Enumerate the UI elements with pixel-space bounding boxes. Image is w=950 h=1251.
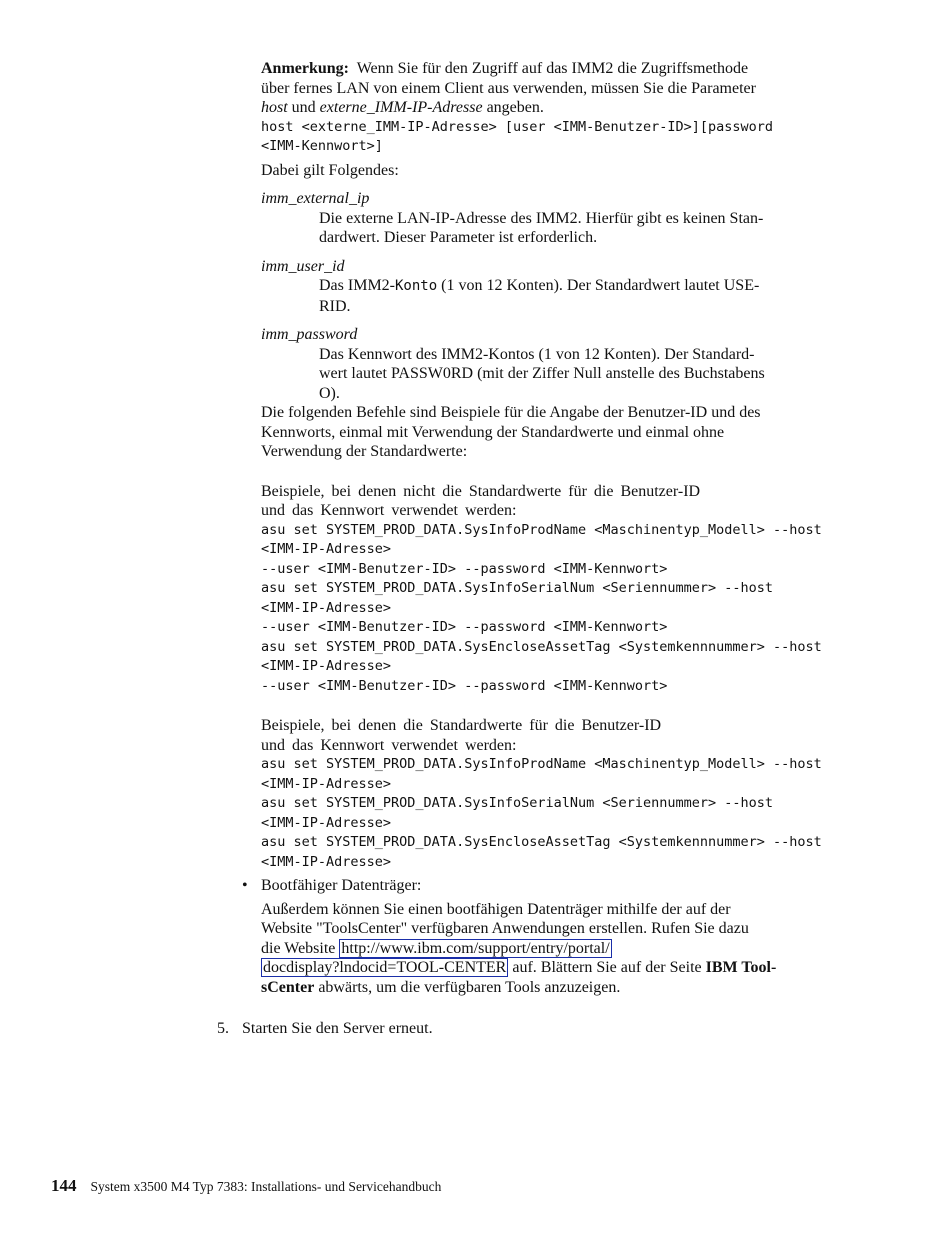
desc-imm-password-2: wert lautet PASSW0RD (mit der Ziffer Null anstelle des Buchstabens: [319, 365, 765, 382]
code-line: asu set SYSTEM_PROD_DATA.SysEncloseAssetTag <Systemkennnummer> --host: [261, 834, 822, 850]
note-text-1: Wenn Sie für den Zugriff auf das IMM2 die Zugriffsmethode: [356, 60, 749, 77]
desc-imm-external-ip-2: dardwert. Dieser Parameter ist erforderlich.: [319, 229, 598, 246]
note-label: Anmerkung:: [261, 60, 350, 77]
intro-line-2: Kennworts, einmal mit Verwendung der Standardwerte und einmal ohne: [261, 423, 725, 441]
code-line: asu set SYSTEM_PROD_DATA.SysInfoProdName <Maschinentyp_Modell> --host: [261, 756, 822, 772]
param-external: externe_IMM-IP-Adresse: [319, 99, 483, 116]
bootable-media-item: [242, 876, 841, 896]
note-line-2: über fernes LAN von einem Client aus verwenden, müssen Sie die Parameter: [261, 79, 756, 97]
code-line: asu set SYSTEM_PROD_DATA.SysInfoProdName <Maschinentyp_Modell> --host: [261, 521, 822, 538]
bootable-line-3: [261, 939, 841, 959]
bootable-line-4-mid: auf. Blättern Sie auf der Seite: [508, 959, 706, 976]
bootable-line-5-end: abwärts, um die verfügbaren Tools anzuzeigen.: [314, 978, 621, 996]
bootable-line-2: Website "ToolsCenter" verfügbaren Anwendungen erstellen. Rufen Sie dazu: [261, 920, 749, 937]
note-angeben: angeben.: [486, 99, 544, 116]
bootable-title: Bootfähiger Datenträger:: [261, 877, 422, 894]
host-command-2: <IMM-Kennwort>]: [261, 138, 383, 154]
examples-with-heading-1: Beispiele, bei denen die Standardwerte für die Benutzer-ID: [261, 717, 662, 734]
code-line: asu set SYSTEM_PROD_DATA.SysInfoSerialNum <Seriennummer> --host: [261, 580, 774, 596]
examples-without-heading-2: und das Kennwort verwendet werden:: [261, 502, 517, 519]
intro-line-3: Verwendung der Standardwerte:: [261, 443, 468, 460]
code-line: <IMM-IP-Adresse>: [261, 853, 392, 870]
examples-with-heading-2: und das Kennwort verwendet werden:: [261, 736, 517, 754]
step-5: [217, 1019, 433, 1039]
desc-imm-user-id-2: RID.: [319, 297, 351, 315]
desc-user-a: Das IMM2-: [319, 277, 395, 294]
dabei-text: Dabei gilt Folgendes:: [261, 161, 399, 179]
code-line: --user <IMM-Benutzer-ID> --password <IMM-Kennwort>: [261, 677, 668, 694]
code-line: <IMM-IP-Adresse>: [261, 599, 392, 616]
bootable-line-4: [261, 958, 841, 978]
host-command-1: host <externe_IMM-IP-Adresse> [user <IMM-Benutzer-ID>][password: [261, 118, 774, 135]
desc-imm-password-3: O).: [319, 384, 340, 402]
page-footer: [51, 1176, 441, 1196]
main-content: [242, 59, 841, 997]
desc-imm-user-id-1: [319, 276, 831, 297]
page-number: 144: [51, 1176, 77, 1195]
term-imm-external-ip: imm_external_ip: [261, 190, 370, 207]
code-line: <IMM-IP-Adresse>: [261, 541, 392, 557]
code-line: --user <IMM-Benutzer-ID> --password <IMM-Kennwort>: [261, 619, 668, 635]
bootable-line-3-pre: die Website: [261, 939, 340, 957]
code-line: <IMM-IP-Adresse>: [261, 658, 392, 674]
toolscenter-link-part-2[interactable]: docdisplay?lndocid=TOOL-CENTER: [263, 959, 507, 976]
footer-title: System x3500 M4 Typ 7383: Installations- und Servicehandbuch: [90, 1179, 442, 1194]
examples-without-heading-1: Beispiele, bei denen nicht die Standardwerte für die Benutzer-ID: [261, 482, 701, 500]
code-line: asu set SYSTEM_PROD_DATA.SysEncloseAssetTag <Systemkennnummer> --host: [261, 638, 822, 655]
desc-user-b: (1 von 12 Konten). Der Standardwert lautet USE-: [437, 277, 760, 294]
note-line-1: [261, 59, 841, 79]
note-line-3: [261, 98, 841, 118]
desc-imm-password-1: Das Kennwort des IMM2-Kontos (1 von 12 Konten). Der Standard-: [319, 345, 755, 363]
term-imm-password: imm_password: [261, 326, 358, 343]
bootable-line-5: [261, 978, 841, 998]
bullet-icon: •: [242, 877, 248, 894]
step-number: 5.: [217, 1020, 229, 1037]
term-imm-user-id: imm_user_id: [261, 257, 345, 275]
param-host: host: [261, 99, 288, 116]
step-text: Starten Sie den Server erneut.: [242, 1020, 433, 1037]
code-line: --user <IMM-Benutzer-ID> --password <IMM-Kennwort>: [261, 560, 668, 577]
bootable-line-1: Außerdem können Sie einen bootfähigen Datenträger mithilfe der auf der: [261, 900, 731, 918]
code-line: asu set SYSTEM_PROD_DATA.SysInfoSerialNum <Seriennummer> --host: [261, 795, 774, 811]
code-line: <IMM-IP-Adresse>: [261, 775, 392, 792]
desc-imm-external-ip-1: Die externe LAN-IP-Adresse des IMM2. Hierfür gibt es keinen Stan-: [319, 209, 764, 227]
code-line: <IMM-IP-Adresse>: [261, 814, 392, 831]
desc-user-mono: Konto: [395, 278, 438, 294]
note-und: und: [291, 99, 316, 116]
ibm-toolscenter-bold-1: IBM Tool-: [705, 959, 777, 976]
ibm-toolscenter-bold-2: sCenter: [261, 978, 315, 996]
toolscenter-link-part-1[interactable]: http://www.ibm.com/support/entry/portal/: [341, 939, 610, 957]
intro-line-1: Die folgenden Befehle sind Beispiele für die Angabe der Benutzer-ID und des: [261, 404, 761, 421]
